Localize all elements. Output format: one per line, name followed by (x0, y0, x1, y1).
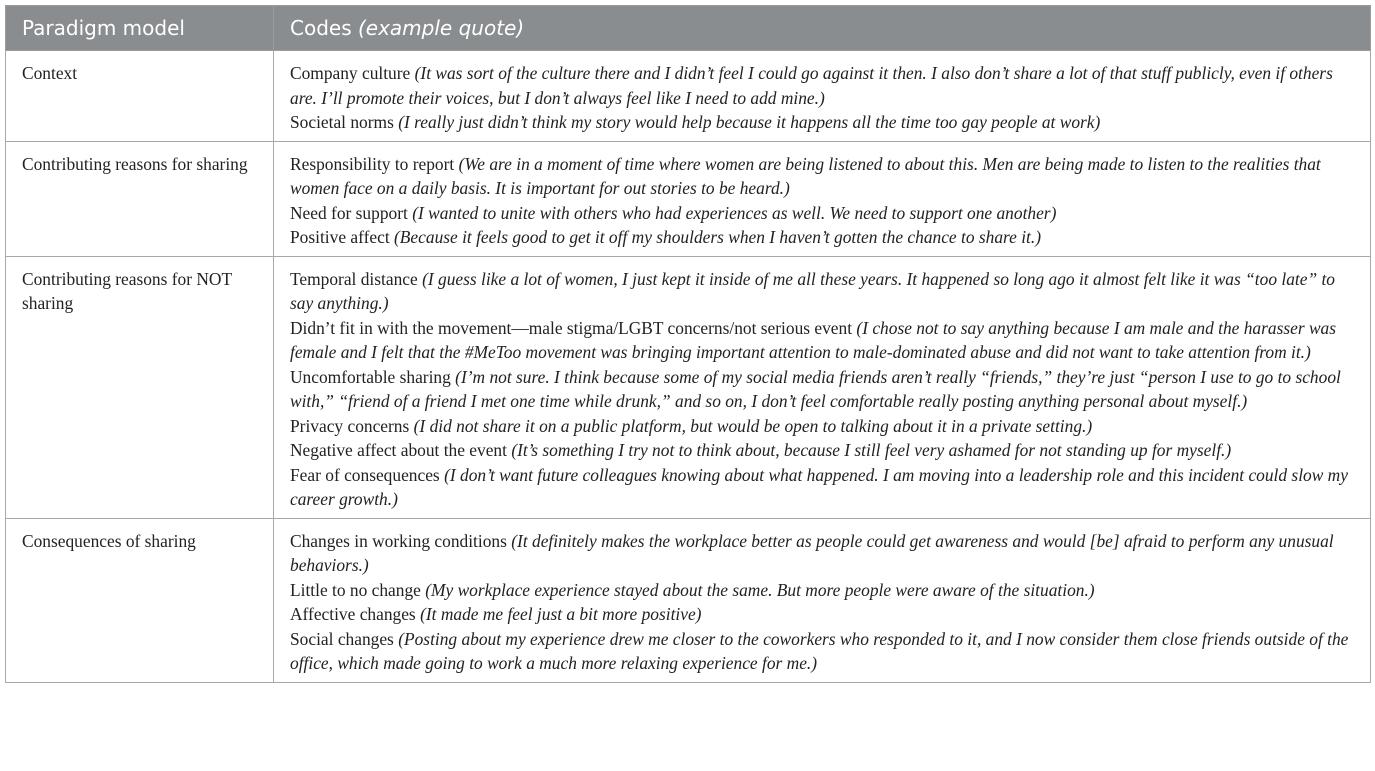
header-col1-label: Paradigm model (22, 16, 185, 40)
example-quote: (I really just didn’t think my story would help because it happens all the time too gay people at work) (398, 112, 1101, 132)
header-col2-label: Codes (290, 16, 352, 40)
code-name: Company culture (290, 63, 411, 83)
code-name: Need for support (290, 202, 408, 223)
code-entry (290, 529, 1354, 578)
code-entry (290, 110, 1354, 135)
code-entry (290, 627, 1354, 676)
example-quote: (It definitely makes the workplace better as people could get awareness and would [be] afraid to perform any unusual behaviors.) (290, 530, 1334, 575)
code-entry (290, 414, 1354, 439)
example-quote: (I chose not to say anything because I am male and the harasser was female and I felt that the #MeToo movement was bringing important attention to male-dominated abuse and did not want to take attention from it.) (290, 317, 1337, 362)
example-quote: (It made me feel just a bit more positive) (420, 604, 702, 624)
code-entry (290, 365, 1354, 414)
paradigm-category-cell: Consequences of sharing (6, 518, 274, 682)
code-name: Didn’t fit in with the movement—male stigma/LGBT concerns/not serious event (290, 317, 853, 338)
code-entry (290, 61, 1354, 110)
code-entry (290, 225, 1354, 250)
example-quote: (I wanted to unite with others who had experiences as well. We need to support one another) (412, 202, 1057, 223)
table-row (6, 51, 1371, 142)
example-quote: (I don’t want future colleagues knowing about what happened. I am moving into a leadership role and this incident could slow my career growth.) (290, 464, 1348, 509)
table-row (6, 141, 1371, 256)
code-name: Social changes (290, 628, 394, 649)
code-name: Privacy concerns (290, 415, 410, 436)
code-name: Changes in working conditions (290, 530, 507, 551)
code-entry (290, 463, 1354, 512)
paradigm-category-cell: Context (6, 51, 274, 142)
example-quote: (I did not share it on a public platform, but would be open to talking about it in a private setting.) (413, 415, 1093, 436)
example-quote: (It was sort of the culture there and I didn’t feel I could go against it then. I also don’t share a lot of that stuff publicly, even if others are. I’ll promote their voices, but I don’t always feel like I need to add mine.) (290, 63, 1333, 108)
codes-cell (274, 256, 1371, 518)
code-entry (290, 578, 1354, 603)
table-body (6, 51, 1371, 683)
table-row (6, 256, 1371, 518)
code-name: Fear of consequences (290, 464, 440, 485)
table-header (6, 6, 1371, 51)
code-name: Societal norms (290, 112, 394, 132)
header-col2-italic-label: (example quote) (357, 16, 525, 40)
example-quote: (We are in a moment of time where women are being listened to about this. Men are being made to listen to the realities that women face on a daily basis. It is important for out stories to be heard.) (290, 153, 1321, 198)
example-quote: (Posting about my experience drew me closer to the coworkers who responded to it, and I now consider them close friends outside of the office, which made going to work a much more relaxing experience for me.) (290, 628, 1349, 673)
example-quote: (I guess like a lot of women, I just kept it inside of me all these years. It happened so long ago it almost felt like it was “too late” to say anything.) (290, 268, 1335, 313)
code-entry (290, 267, 1354, 316)
example-quote: (I’m not sure. I think because some of my social media friends aren’t really “friends,” they’re just “person I use to go to school with,” “friend of a friend I met one time while drunk,” and so on, I don’t feel comfortable really posting anything personal about myself.) (290, 366, 1341, 411)
code-entry (290, 201, 1354, 226)
paradigm-codes-table (5, 5, 1371, 683)
code-name: Uncomfortable sharing (290, 366, 451, 387)
header-paradigm-model (6, 6, 274, 51)
table-row (6, 518, 1371, 682)
paradigm-table-container (5, 5, 1370, 683)
code-entry (290, 602, 1354, 627)
code-entry (290, 152, 1354, 201)
code-name: Negative affect about the event (290, 440, 507, 460)
codes-cell (274, 518, 1371, 682)
header-codes (274, 6, 1371, 51)
code-name: Affective changes (290, 604, 416, 624)
code-entry (290, 316, 1354, 365)
paradigm-category-cell: Contributing reasons for NOT sharing (6, 256, 274, 518)
code-entry (290, 438, 1354, 463)
code-name: Little to no change (290, 579, 421, 600)
example-quote: (It’s something I try not to think about, because I still feel very ashamed for not standing up for myself.) (511, 440, 1232, 460)
codes-cell (274, 51, 1371, 142)
example-quote: (Because it feels good to get it off my shoulders when I haven’t gotten the chance to share it.) (394, 227, 1042, 247)
codes-cell (274, 141, 1371, 256)
code-name: Responsibility to report (290, 153, 455, 174)
code-name: Positive affect (290, 227, 390, 247)
paradigm-category-cell: Contributing reasons for sharing (6, 141, 274, 256)
example-quote: (My workplace experience stayed about the same. But more people were aware of the situation.) (425, 579, 1095, 600)
header-row (6, 6, 1371, 51)
code-name: Temporal distance (290, 268, 418, 289)
